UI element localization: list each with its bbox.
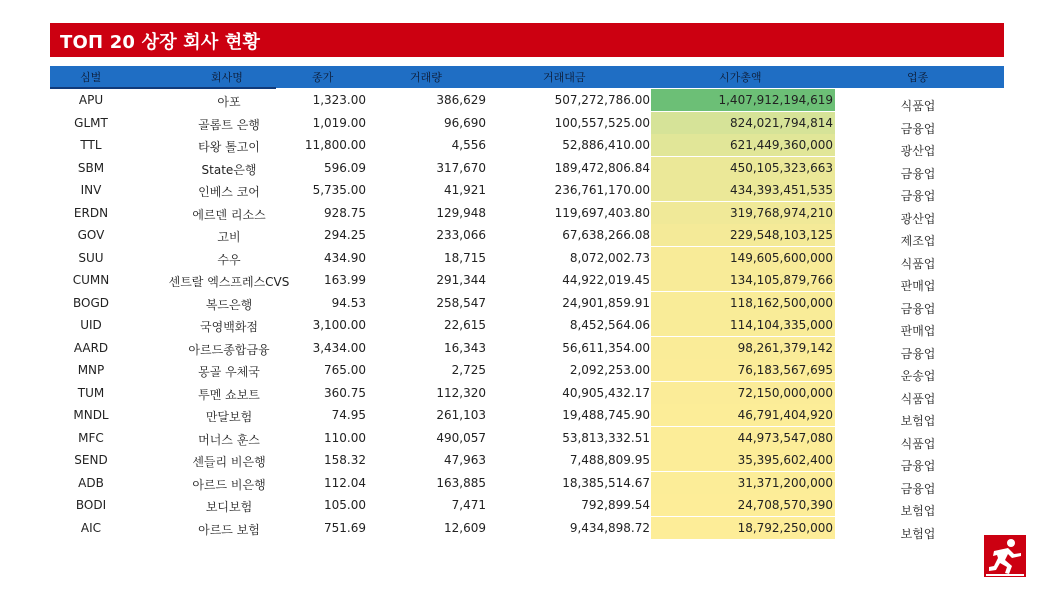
table-row: [50, 89, 1004, 111]
cell-industry: 광산업: [900, 144, 936, 158]
cell-market-cap: 18,792,250,000: [737, 520, 833, 535]
cell-market-cap: 149,605,600,000: [729, 250, 833, 265]
cell-industry: 식품업: [900, 99, 936, 113]
cell-amount: 56,611,354.00: [562, 340, 650, 355]
cell-company-name: 에르덴 리소스: [192, 207, 266, 222]
cell-market-cap: 1,407,912,194,619: [718, 93, 833, 107]
cell-price: 294.25: [324, 228, 366, 242]
cell-market-cap: 319,768,974,210: [729, 205, 833, 220]
header-amount: 거래대금: [543, 71, 586, 84]
runner-logo-icon: [984, 535, 1026, 577]
logo: [984, 535, 1026, 577]
title-bar: [50, 23, 1004, 57]
table-header: [50, 66, 1004, 88]
cell-price: 751.69: [324, 520, 366, 535]
cell-symbol: TUM: [77, 385, 105, 400]
cell-price: 94.53: [331, 295, 366, 310]
cell-symbol: GLMT: [74, 115, 108, 130]
cell-volume: 291,344: [436, 273, 486, 287]
cell-symbol: SUU: [78, 250, 104, 265]
table-row: [50, 314, 1004, 336]
cell-market-cap: 114,104,335,000: [729, 318, 833, 332]
header-symbol: 심벌: [80, 71, 102, 84]
cell-symbol: MFC: [78, 430, 104, 445]
table-row: [50, 494, 1004, 516]
cell-industry: 금융업: [900, 121, 936, 136]
cell-company-name: 고비: [217, 230, 241, 244]
cell-volume: 7,471: [451, 498, 486, 512]
page-title: TOП 20 상장 회사 현황: [60, 32, 261, 53]
cell-industry: 식품업: [900, 391, 936, 406]
table-row: [50, 359, 1004, 381]
table-row: [50, 179, 1004, 201]
cell-symbol: ERDN: [73, 205, 109, 220]
cell-amount: 7,488,809.95: [569, 453, 650, 467]
cell-amount: 24,901,859.91: [562, 295, 650, 310]
cell-industry: 판매업: [900, 279, 936, 293]
cell-volume: 16,343: [444, 340, 486, 355]
table-row: [50, 404, 1004, 426]
table-row: [50, 202, 1004, 224]
cell-symbol: UID: [80, 318, 102, 332]
cell-amount: 18,385,514.67: [562, 475, 650, 490]
cell-symbol: AIC: [80, 520, 102, 535]
table-row: [50, 112, 1004, 134]
cell-company-name: 타왕 톨고이: [198, 140, 260, 154]
table-row: [50, 292, 1004, 314]
cell-amount: 52,886,410.00: [562, 138, 650, 152]
table-row: [50, 134, 1004, 156]
cell-industry: 금융업: [900, 166, 936, 181]
cell-company-name: 투멘 쇼보트: [198, 387, 260, 402]
cell-price: 110.00: [324, 430, 366, 445]
cell-amount: 792,899.54: [581, 498, 650, 512]
cell-amount: 67,638,266.08: [562, 228, 650, 242]
cell-amount: 53,813,332.51: [562, 430, 650, 445]
cell-company-name: State은행: [201, 162, 257, 177]
cell-company-name: 센트랄 엑스프레스CVS: [168, 275, 290, 289]
cell-symbol: TTL: [80, 138, 102, 152]
header-volume: 거래량: [410, 71, 442, 84]
cell-amount: 2,092,253.00: [569, 363, 650, 377]
cell-market-cap: 72,150,000,000: [737, 385, 833, 400]
cell-volume: 12,609: [444, 520, 486, 535]
cell-volume: 386,629: [436, 93, 486, 107]
cell-volume: 258,547: [436, 295, 486, 310]
cell-price: 434.90: [324, 250, 366, 265]
cell-price: 3,100.00: [312, 318, 366, 332]
cell-industry: 보험업: [900, 526, 936, 541]
cell-company-name: 아르드 비은행: [192, 477, 266, 492]
cell-symbol: CUMN: [72, 273, 110, 287]
cell-company-name: 아르드종합금융: [188, 342, 270, 357]
cell-market-cap: 118,162,500,000: [729, 295, 833, 310]
cell-price: 360.75: [324, 385, 366, 400]
cell-amount: 19,488,745.90: [562, 408, 650, 422]
cell-volume: 317,670: [436, 160, 486, 175]
cell-price: 163.99: [324, 273, 366, 287]
cell-company-name: 복드은행: [205, 297, 253, 312]
cell-market-cap: 98,261,379,142: [737, 340, 833, 355]
cell-industry: 제조업: [900, 234, 936, 248]
cell-symbol: APU: [78, 93, 104, 107]
table-row: [50, 449, 1004, 471]
cell-price: 596.09: [324, 160, 366, 175]
cell-industry: 금융업: [900, 481, 936, 496]
cell-symbol: MNP: [77, 363, 105, 377]
cell-industry: 판매업: [900, 324, 936, 338]
cell-volume: 2,725: [451, 363, 486, 377]
cell-symbol: BOGD: [72, 295, 109, 310]
cell-symbol: MNDL: [73, 408, 109, 422]
cell-market-cap: 35,395,602,400: [737, 453, 833, 467]
cell-company-name: 인베스 코어: [198, 185, 260, 199]
cell-symbol: INV: [80, 183, 102, 197]
cell-amount: 100,557,525.00: [554, 115, 650, 130]
cell-company-name: 센들리 비은행: [192, 455, 266, 469]
table-row: [50, 247, 1004, 269]
cell-volume: 4,556: [451, 138, 486, 152]
cell-market-cap: 621,449,360,000: [729, 138, 833, 152]
cell-volume: 233,066: [436, 228, 486, 242]
cell-company-name: 국영백화점: [200, 320, 258, 334]
cell-market-cap: 24,708,570,390: [737, 498, 833, 512]
cell-volume: 18,715: [444, 250, 486, 265]
table-row: [50, 382, 1004, 404]
cell-volume: 163,885: [436, 475, 486, 490]
table-row: [50, 269, 1004, 291]
cell-amount: 8,452,564.06: [569, 318, 650, 332]
cell-market-cap: 229,548,103,125: [729, 228, 833, 242]
cell-volume: 261,103: [436, 408, 486, 422]
cell-symbol: ADB: [78, 475, 104, 490]
cell-price: 765.00: [324, 363, 366, 377]
cell-market-cap: 824,021,794,814: [729, 115, 833, 130]
cell-industry: 금융업: [900, 301, 936, 316]
cell-price: 158.32: [324, 453, 366, 467]
cell-price: 1,019.00: [312, 115, 366, 130]
cell-company-name: 수우: [217, 252, 241, 267]
cell-industry: 금융업: [900, 346, 936, 361]
cell-market-cap: 450,105,323,663: [729, 160, 833, 175]
cell-symbol: SEND: [74, 453, 108, 467]
cell-company-name: 아르드 보험: [198, 522, 260, 537]
header-price: 종가: [312, 71, 334, 84]
cell-price: 74.95: [331, 408, 366, 422]
cell-market-cap: 434,393,451,535: [729, 183, 833, 197]
cell-market-cap: 44,973,547,080: [737, 430, 833, 445]
cell-industry: 금융업: [900, 189, 936, 203]
cell-industry: 보험업: [900, 414, 936, 428]
cell-amount: 189,472,806.84: [554, 160, 650, 175]
cell-symbol: GOV: [77, 228, 105, 242]
cell-volume: 490,057: [436, 430, 486, 445]
cell-amount: 9,434,898.72: [569, 520, 650, 535]
header-market-cap: 시가총액: [719, 71, 762, 84]
cell-amount: 507,272,786.00: [554, 93, 650, 107]
table-row: [50, 157, 1004, 179]
cell-price: 105.00: [324, 498, 366, 512]
cell-industry: 광산업: [900, 211, 936, 226]
table-row: [50, 337, 1004, 359]
cell-amount: 119,697,403.80: [554, 205, 650, 220]
cell-volume: 96,690: [444, 115, 486, 130]
cell-volume: 112,320: [436, 385, 486, 400]
cell-volume: 22,615: [444, 318, 486, 332]
cell-market-cap: 46,791,404,920: [737, 408, 833, 422]
cell-company-name: 보디보험: [205, 500, 253, 514]
cell-price: 5,735.00: [312, 183, 366, 197]
cell-price: 11,800.00: [304, 138, 366, 152]
table-row: [50, 224, 1004, 246]
cell-symbol: SBM: [77, 160, 105, 175]
cell-price: 928.75: [324, 205, 366, 220]
cell-market-cap: 31,371,200,000: [737, 475, 833, 490]
cell-amount: 44,922,019.45: [562, 273, 650, 287]
cell-amount: 8,072,002.73: [569, 250, 650, 265]
cell-company-name: 몽골 우체국: [198, 365, 260, 379]
table-row: [50, 472, 1004, 494]
cell-volume: 41,921: [444, 183, 486, 197]
cell-symbol: BODI: [75, 498, 107, 512]
cell-price: 3,434.00: [312, 340, 366, 355]
cell-industry: 금융업: [900, 459, 936, 473]
cell-market-cap: 76,183,567,695: [737, 363, 833, 377]
cell-amount: 236,761,170.00: [554, 183, 650, 197]
cell-company-name: 골롬트 은행: [198, 117, 260, 132]
table-row: [50, 517, 1004, 539]
cell-company-name: 아포: [217, 95, 241, 109]
cell-price: 112.04: [324, 475, 366, 490]
cell-industry: 운송업: [900, 369, 936, 383]
cell-industry: 식품업: [900, 436, 936, 451]
cell-company-name: 만달보험: [205, 410, 253, 424]
cell-amount: 40,905,432.17: [562, 385, 650, 400]
cell-symbol: AARD: [73, 340, 109, 355]
cell-price: 1,323.00: [312, 93, 366, 107]
cell-volume: 129,948: [436, 205, 486, 220]
table-row: [50, 427, 1004, 449]
header-industry: 업종: [907, 71, 929, 84]
cell-market-cap: 134,105,879,766: [729, 273, 833, 287]
cell-industry: 보험업: [900, 504, 936, 518]
header-name: 회사명: [211, 71, 243, 84]
cell-industry: 식품업: [900, 256, 936, 271]
cell-volume: 47,963: [444, 453, 486, 467]
cell-company-name: 머너스 훈스: [198, 432, 260, 447]
